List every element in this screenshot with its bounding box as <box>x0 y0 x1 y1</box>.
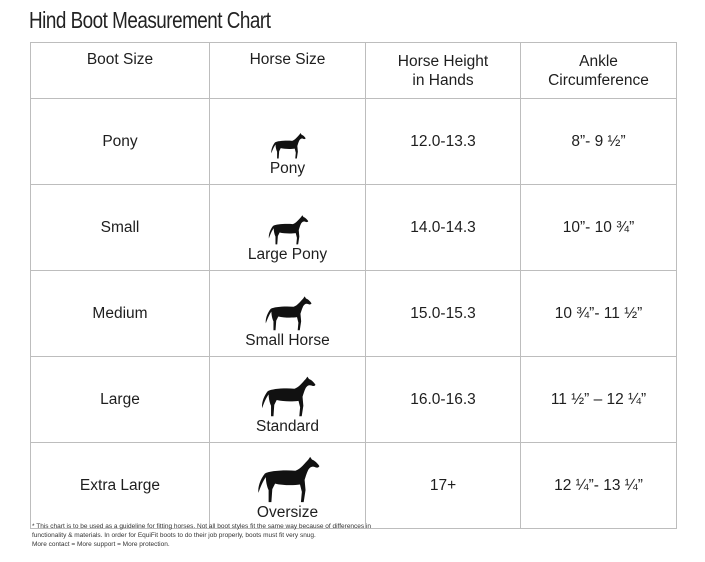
boot-size-cell <box>31 443 210 529</box>
horse-size-value: Oversize <box>256 503 319 521</box>
boot-size-cell <box>31 271 210 357</box>
header-horse-height-line1: Horse Height <box>397 52 489 70</box>
table-row <box>31 99 677 185</box>
ankle-circumference-cell <box>521 271 677 357</box>
ankle-circumference-value: 11 ½” – 12 ¼” <box>550 390 647 408</box>
header-boot-size-label: Boot Size <box>86 51 154 68</box>
horse-silhouette-icon <box>264 214 312 245</box>
ankle-circumference-cell <box>521 99 677 185</box>
header-horse-height-line2: in Hands <box>412 71 474 89</box>
horse-height-cell <box>366 443 521 529</box>
boot-size-cell <box>31 185 210 271</box>
horse-silhouette-icon <box>260 295 316 331</box>
horse-size-cell <box>210 271 366 357</box>
footnote-line3: More contact = More support = More protection. <box>32 541 170 548</box>
horse-height-value: 15.0-15.3 <box>410 304 476 322</box>
horse-size-value: Standard <box>256 417 319 435</box>
horse-silhouette-icon <box>268 132 308 159</box>
ankle-circumference-value: 8”- 9 ½” <box>571 132 626 150</box>
ankle-circumference-value: 10”- 10 ¾” <box>562 218 635 236</box>
page-title: Hind Boot Measurement Chart <box>29 7 271 33</box>
measurement-table <box>30 42 677 529</box>
header-ankle-line1: Ankle <box>579 52 618 70</box>
header-boot-size <box>31 43 210 99</box>
horse-size-value: Pony <box>269 159 306 177</box>
boot-size-cell <box>31 99 210 185</box>
footnote <box>32 522 592 549</box>
footnote-line2: functionality & materials. In order for EquiFit boots to do their job properly, boots must fit very snug. <box>32 532 316 539</box>
ankle-circumference-cell <box>521 443 677 529</box>
table-row <box>31 357 677 443</box>
boot-size-value: Pony <box>102 132 138 150</box>
horse-silhouette-icon <box>255 375 321 417</box>
horse-size-cell <box>210 99 366 185</box>
boot-size-value: Medium <box>92 304 148 322</box>
header-horse-size-label: Horse Size <box>249 51 326 68</box>
ankle-circumference-cell <box>521 185 677 271</box>
boot-size-value: Small <box>100 218 140 236</box>
horse-height-cell <box>366 185 521 271</box>
ankle-circumference-cell <box>521 357 677 443</box>
horse-height-value: 14.0-14.3 <box>410 218 476 236</box>
boot-size-cell <box>31 357 210 443</box>
horse-height-cell <box>366 357 521 443</box>
horse-size-cell <box>210 357 366 443</box>
boot-size-value: Extra Large <box>79 476 161 494</box>
table-row <box>31 185 677 271</box>
horse-height-value: 16.0-16.3 <box>410 390 476 408</box>
horse-size-cell <box>210 443 366 529</box>
header-horse-height <box>366 43 521 99</box>
horse-height-value: 12.0-13.3 <box>410 132 476 150</box>
horse-height-cell <box>366 271 521 357</box>
horse-height-cell <box>366 99 521 185</box>
header-ankle-circumference <box>521 43 677 99</box>
horse-size-value: Large Pony <box>247 245 328 263</box>
horse-size-cell <box>210 185 366 271</box>
horse-size-value: Small Horse <box>245 331 330 349</box>
ankle-circumference-value: 10 ¾”- 11 ½” <box>554 304 643 322</box>
header-row <box>31 43 677 99</box>
header-horse-size <box>210 43 366 99</box>
table-row <box>31 271 677 357</box>
boot-size-value: Large <box>100 390 140 408</box>
header-ankle-line2: Circumference <box>548 71 649 89</box>
ankle-circumference-value: 12 ¼”- 13 ¼” <box>554 476 643 494</box>
footnote-line1: * This chart is to be used as a guideline for fitting horses. Not all boot styles fit the same way because of differences in <box>32 523 372 530</box>
horse-height-value: 17+ <box>429 476 457 494</box>
horse-silhouette-icon <box>250 455 326 503</box>
table-row <box>31 443 677 529</box>
